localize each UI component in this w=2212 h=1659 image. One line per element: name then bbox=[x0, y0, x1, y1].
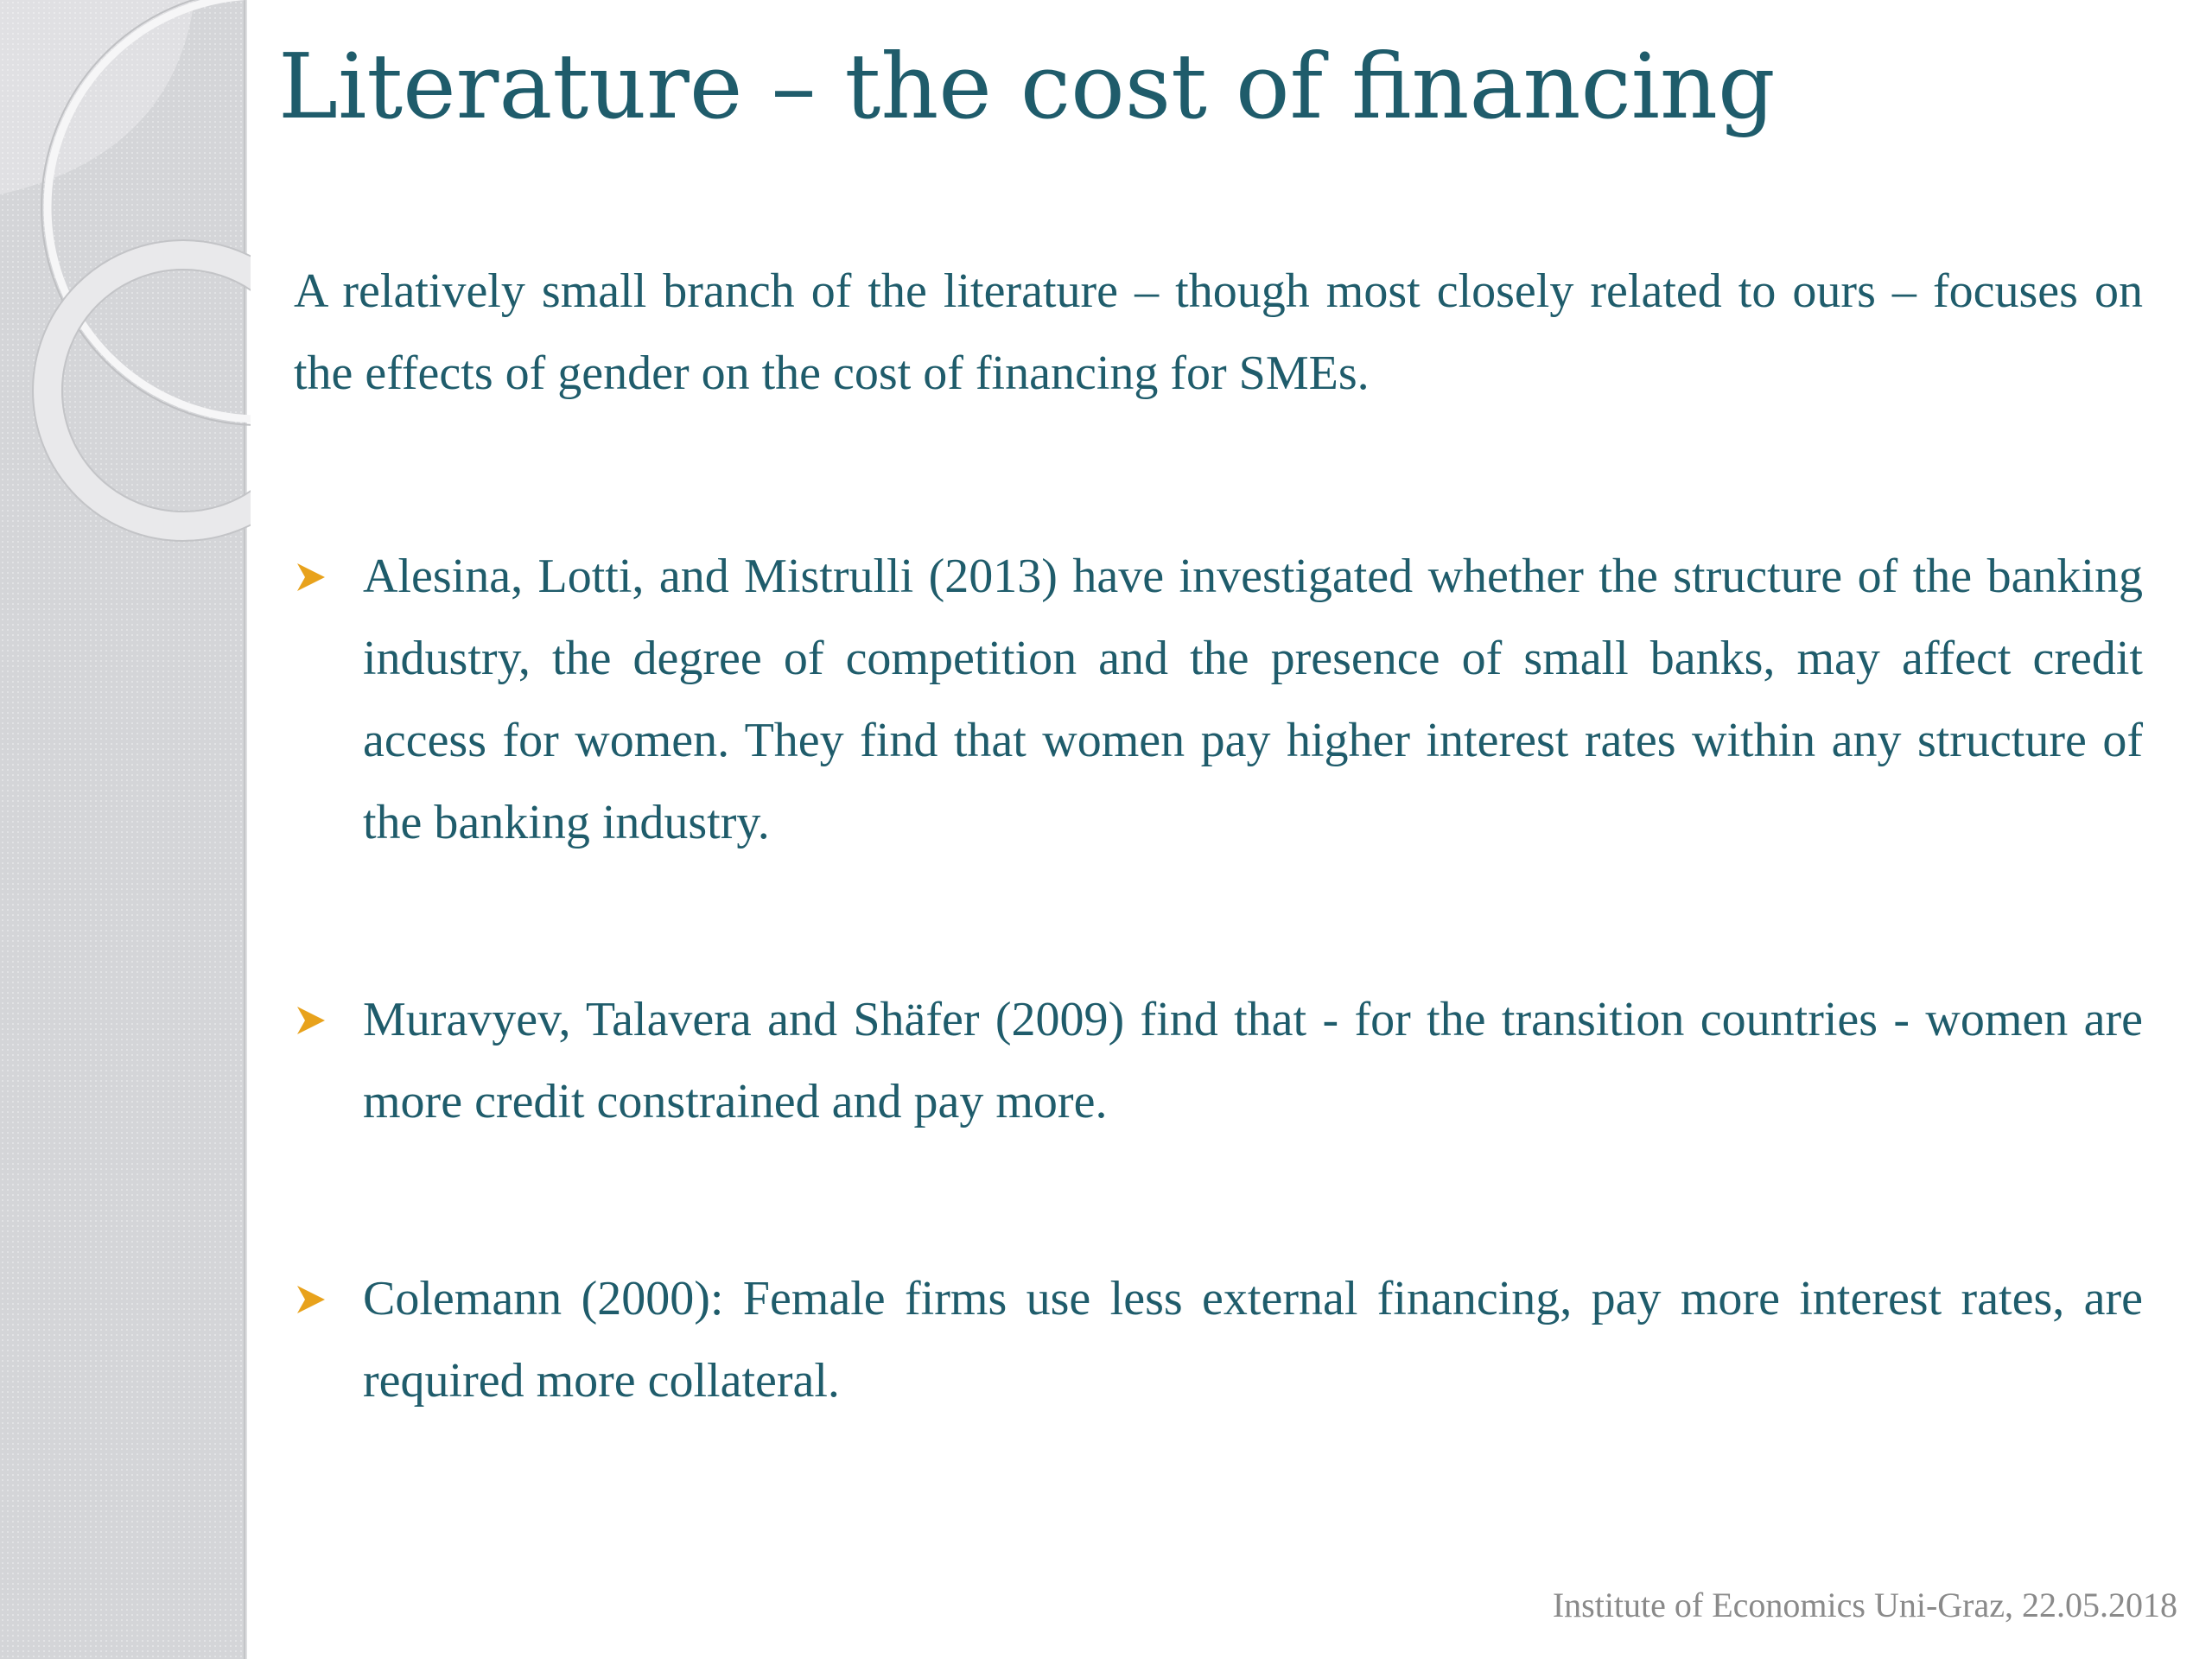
intro-paragraph: A relatively small branch of the literature – though most closely related to ours – focuses on the effects of gender on the cost of financing for SMEs. bbox=[294, 264, 2143, 400]
arrowhead-bullet-icon bbox=[294, 1282, 328, 1317]
bullet-item bbox=[294, 979, 2143, 1143]
bullet-text: Alesina, Lotti, and Mistrulli (2013) have investigated whether the structure of the banking industry, the degree of competition and the presence of small banks, may affect credit access for women. They find that women pay higher interest rates within any structure of the banking industry. bbox=[363, 550, 2143, 849]
slide-content bbox=[294, 251, 2143, 1422]
bullet-item bbox=[294, 536, 2143, 864]
slide-title: Literature – the cost of financing bbox=[278, 34, 1776, 139]
concentric-rings-decoration bbox=[0, 0, 251, 553]
footer-text: Institute of Economics Uni-Graz, 22.05.2018 bbox=[1552, 1586, 2177, 1624]
bullet-text: Colemann (2000): Female firms use less external financing, pay more interest rates, are required more collateral. bbox=[363, 1272, 2143, 1408]
bullet-list bbox=[294, 536, 2143, 1422]
bullet-text: Muravyev, Talavera and Shäfer (2009) find that - for the transition countries - women are more credit constrained and pay more. bbox=[363, 993, 2143, 1128]
bullet-item bbox=[294, 1258, 2143, 1422]
arrowhead-bullet-icon bbox=[294, 560, 328, 594]
arrowhead-bullet-icon bbox=[294, 1003, 328, 1038]
top-left-highlight bbox=[0, 0, 194, 194]
